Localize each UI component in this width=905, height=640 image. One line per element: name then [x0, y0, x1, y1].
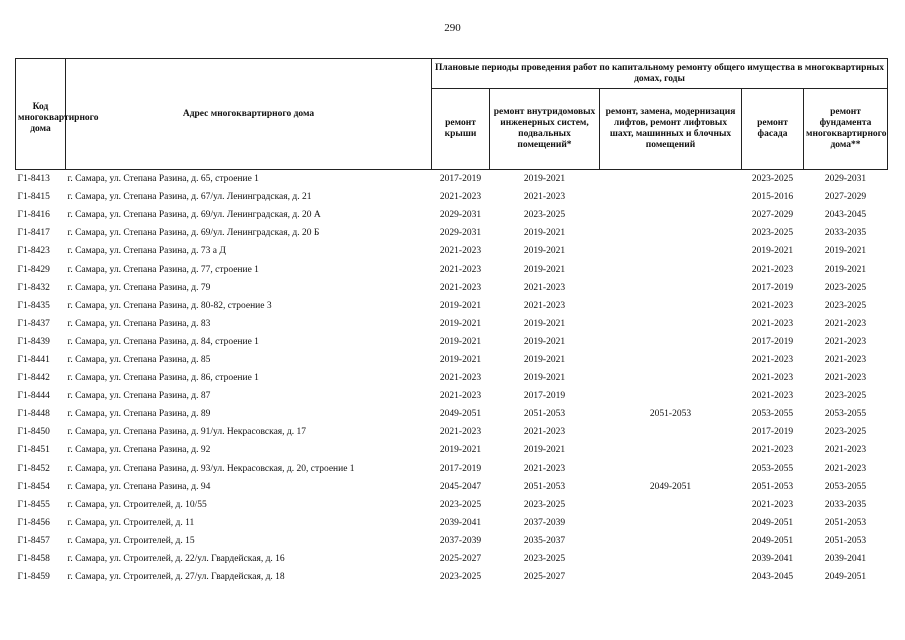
cell-roof-period: 2021-2023 [439, 192, 482, 203]
cell-roof-period: 2017-2019 [439, 174, 482, 185]
cell-facade-period: 2043-2045 [751, 572, 794, 583]
cell-address: г. Самара, ул. Степана Разина, д. 67/ул. Ленинградская, д. 21 [67, 192, 312, 203]
cell-engineering-period: 2021-2023 [523, 463, 566, 474]
cell-roof-period: 2019-2021 [439, 336, 482, 347]
cell-engineering-period: 2019-2021 [523, 174, 566, 185]
cell-facade-period: 2017-2019 [751, 282, 794, 293]
table-row [16, 297, 888, 315]
cell-foundation-period: 2023-2025 [824, 282, 867, 293]
table-row [16, 351, 888, 369]
cell-elevators-period [600, 369, 742, 387]
table-row [16, 423, 888, 441]
cell-engineering-period: 2021-2023 [523, 282, 566, 293]
cell-address: г. Самара, ул. Строителей, д. 10/55 [67, 499, 207, 510]
cell-code: Г1-8417 [17, 228, 50, 239]
cell-facade-period: 2039-2041 [751, 554, 794, 565]
cell-roof-period: 2021-2023 [439, 246, 482, 257]
cell-elevators-period [600, 460, 742, 478]
header-address: Адрес многоквартирного дома [66, 59, 432, 170]
cell-foundation-period: 2021-2023 [824, 336, 867, 347]
cell-address: г. Самара, ул. Степана Разина, д. 69/ул. Ленинградская, д. 20 Б [67, 228, 320, 239]
cell-facade-period: 2019-2021 [751, 246, 794, 257]
repair-schedule-table [15, 58, 888, 586]
header-roof: ремонт крыши [432, 89, 490, 170]
cell-engineering-period: 2021-2023 [523, 427, 566, 438]
cell-engineering-period: 2025-2027 [523, 572, 566, 583]
cell-address: г. Самара, ул. Степана Разина, д. 85 [67, 354, 211, 365]
cell-facade-period: 2023-2025 [751, 174, 794, 185]
cell-engineering-period: 2051-2053 [523, 409, 566, 420]
cell-engineering-period: 2023-2025 [523, 210, 566, 221]
cell-foundation-period: 2053-2055 [824, 481, 867, 492]
cell-foundation-period: 2049-2051 [824, 572, 867, 583]
cell-engineering-period: 2037-2039 [523, 517, 566, 528]
table-row [16, 188, 888, 206]
cell-foundation-period: 2051-2053 [824, 535, 867, 546]
cell-engineering-period: 2019-2021 [523, 318, 566, 329]
cell-facade-period: 2017-2019 [751, 336, 794, 347]
cell-roof-period: 2037-2039 [439, 535, 482, 546]
cell-roof-period: 2017-2019 [439, 463, 482, 474]
cell-engineering-period: 2023-2025 [523, 554, 566, 565]
cell-foundation-period: 2033-2035 [824, 228, 867, 239]
cell-elevators-period: 2051-2053 [649, 409, 692, 420]
cell-facade-period: 2021-2023 [751, 373, 794, 384]
cell-code: Г1-8458 [17, 554, 50, 565]
cell-engineering-period: 2051-2053 [523, 481, 566, 492]
table-row [16, 369, 888, 387]
cell-elevators-period [600, 568, 742, 586]
cell-facade-period: 2021-2023 [751, 445, 794, 456]
cell-elevators-period [600, 441, 742, 459]
cell-roof-period: 2019-2021 [439, 300, 482, 311]
table-row [16, 170, 888, 189]
header-foundation: ремонт фундамента многоквартирного дома** [804, 89, 888, 170]
table-row [16, 405, 888, 423]
cell-address: г. Самара, ул. Степана Разина, д. 92 [67, 445, 211, 456]
cell-engineering-period: 2017-2019 [523, 391, 566, 402]
cell-engineering-period: 2019-2021 [523, 445, 566, 456]
table-row [16, 532, 888, 550]
cell-facade-period: 2027-2029 [751, 210, 794, 221]
cell-address: г. Самара, ул. Степана Разина, д. 77, строение 1 [67, 264, 259, 275]
cell-address: г. Самара, ул. Строителей, д. 15 [67, 535, 195, 546]
cell-code: Г1-8435 [17, 300, 50, 311]
cell-address: г. Самара, ул. Степана Разина, д. 93/ул. Некрасовская, д. 20, строение 1 [67, 463, 355, 474]
cell-roof-period: 2021-2023 [439, 391, 482, 402]
cell-foundation-period: 2043-2045 [824, 210, 867, 221]
cell-engineering-period: 2019-2021 [523, 373, 566, 384]
cell-code: Г1-8429 [17, 264, 50, 275]
cell-foundation-period: 2051-2053 [824, 517, 867, 528]
cell-code: Г1-8437 [17, 318, 50, 329]
table-row [16, 496, 888, 514]
cell-elevators-period [600, 532, 742, 550]
cell-roof-period: 2021-2023 [439, 373, 482, 384]
cell-foundation-period: 2023-2025 [824, 391, 867, 402]
cell-code: Г1-8444 [17, 391, 50, 402]
cell-roof-period: 2019-2021 [439, 445, 482, 456]
cell-roof-period: 2021-2023 [439, 427, 482, 438]
cell-roof-period: 2025-2027 [439, 554, 482, 565]
table-row [16, 387, 888, 405]
cell-address: г. Самара, ул. Степана Разина, д. 80-82, строение 3 [67, 300, 272, 311]
cell-address: г. Самара, ул. Степана Разина, д. 84, строение 1 [67, 336, 259, 347]
cell-code: Г1-8452 [17, 463, 50, 474]
page-number: 290 [444, 22, 461, 34]
cell-engineering-period: 2019-2021 [523, 264, 566, 275]
cell-elevators-period [600, 297, 742, 315]
cell-foundation-period: 2023-2025 [824, 300, 867, 311]
cell-address: г. Самара, ул. Степана Разина, д. 73 а Д [67, 246, 226, 257]
cell-facade-period: 2023-2025 [751, 228, 794, 239]
cell-code: Г1-8457 [17, 535, 50, 546]
cell-code: Г1-8454 [17, 481, 50, 492]
cell-facade-period: 2053-2055 [751, 463, 794, 474]
cell-roof-period: 2021-2023 [439, 264, 482, 275]
cell-facade-period: 2049-2051 [751, 535, 794, 546]
cell-facade-period: 2015-2016 [751, 192, 794, 203]
cell-engineering-period: 2019-2021 [523, 354, 566, 365]
cell-elevators-period [600, 550, 742, 568]
cell-foundation-period: 2019-2021 [824, 246, 867, 257]
cell-facade-period: 2051-2053 [751, 481, 794, 492]
cell-roof-period: 2039-2041 [439, 517, 482, 528]
cell-engineering-period: 2019-2021 [523, 228, 566, 239]
cell-address: г. Самара, ул. Степана Разина, д. 69/ул. Ленинградская, д. 20 А [67, 210, 321, 221]
cell-elevators-period: 2049-2051 [649, 481, 692, 492]
cell-roof-period: 2021-2023 [439, 282, 482, 293]
table-row [16, 460, 888, 478]
cell-elevators-period [600, 188, 742, 206]
cell-code: Г1-8459 [17, 572, 50, 583]
cell-engineering-period: 2021-2023 [523, 300, 566, 311]
cell-roof-period: 2023-2025 [439, 572, 482, 583]
cell-elevators-period [600, 170, 742, 189]
cell-foundation-period: 2021-2023 [824, 373, 867, 384]
header-facade: ремонт фасада [742, 89, 804, 170]
cell-code: Г1-8451 [17, 445, 50, 456]
cell-code: Г1-8413 [17, 174, 50, 185]
cell-roof-period: 2049-2051 [439, 409, 482, 420]
cell-elevators-period [600, 224, 742, 242]
cell-foundation-period: 2021-2023 [824, 445, 867, 456]
cell-foundation-period: 2039-2041 [824, 554, 867, 565]
cell-address: г. Самара, ул. Степана Разина, д. 94 [67, 481, 211, 492]
cell-foundation-period: 2029-2031 [824, 174, 867, 185]
header-elevators: ремонт, замена, модернизация лифтов, ремонт лифтовых шахт, машинных и блочных помещений [600, 89, 742, 170]
cell-code: Г1-8439 [17, 336, 50, 347]
cell-engineering-period: 2023-2025 [523, 499, 566, 510]
cell-roof-period: 2045-2047 [439, 481, 482, 492]
cell-address: г. Самара, ул. Строителей, д. 27/ул. Гвардейская, д. 18 [67, 572, 285, 583]
table-row [16, 568, 888, 586]
cell-address: г. Самара, ул. Строителей, д. 22/ул. Гвардейская, д. 16 [67, 554, 285, 565]
cell-code: Г1-8456 [17, 517, 50, 528]
cell-roof-period: 2029-2031 [439, 210, 482, 221]
cell-foundation-period: 2021-2023 [824, 318, 867, 329]
table-row [16, 514, 888, 532]
table-row [16, 224, 888, 242]
cell-facade-period: 2021-2023 [751, 264, 794, 275]
cell-foundation-period: 2021-2023 [824, 463, 867, 474]
cell-elevators-period [600, 351, 742, 369]
table-row [16, 206, 888, 224]
cell-elevators-period [600, 333, 742, 351]
cell-foundation-period: 2053-2055 [824, 409, 867, 420]
cell-facade-period: 2021-2023 [751, 300, 794, 311]
cell-address: г. Самара, ул. Степана Разина, д. 87 [67, 391, 211, 402]
cell-facade-period: 2049-2051 [751, 517, 794, 528]
cell-code: Г1-8450 [17, 427, 50, 438]
cell-code: Г1-8423 [17, 246, 50, 257]
cell-code: Г1-8416 [17, 210, 50, 221]
cell-elevators-period [600, 279, 742, 297]
cell-address: г. Самара, ул. Степана Разина, д. 65, строение 1 [67, 174, 259, 185]
cell-roof-period: 2023-2025 [439, 499, 482, 510]
cell-facade-period: 2021-2023 [751, 499, 794, 510]
cell-code: Г1-8432 [17, 282, 50, 293]
cell-facade-period: 2017-2019 [751, 427, 794, 438]
cell-code: Г1-8455 [17, 499, 50, 510]
cell-foundation-period: 2023-2025 [824, 427, 867, 438]
cell-code: Г1-8415 [17, 192, 50, 203]
cell-elevators-period [600, 260, 742, 278]
cell-facade-period: 2053-2055 [751, 409, 794, 420]
cell-code: Г1-8441 [17, 354, 50, 365]
cell-address: г. Самара, ул. Степана Разина, д. 79 [67, 282, 211, 293]
cell-address: г. Самара, ул. Строителей, д. 11 [67, 517, 195, 528]
table-row [16, 441, 888, 459]
cell-roof-period: 2019-2021 [439, 318, 482, 329]
table-row [16, 333, 888, 351]
cell-engineering-period: 2019-2021 [523, 336, 566, 347]
cell-address: г. Самара, ул. Степана Разина, д. 86, строение 1 [67, 373, 259, 384]
table-row [16, 260, 888, 278]
cell-address: г. Самара, ул. Степана Разина, д. 91/ул. Некрасовская, д. 17 [67, 427, 306, 438]
table-row [16, 478, 888, 496]
cell-elevators-period [600, 242, 742, 260]
cell-elevators-period [600, 315, 742, 333]
cell-foundation-period: 2033-2035 [824, 499, 867, 510]
cell-elevators-period [600, 496, 742, 514]
cell-engineering-period: 2019-2021 [523, 246, 566, 257]
table-row [16, 279, 888, 297]
cell-elevators-period [600, 423, 742, 441]
table-body [16, 170, 888, 587]
table-row [16, 242, 888, 260]
cell-code: Г1-8448 [17, 409, 50, 420]
cell-engineering-period: 2035-2037 [523, 535, 566, 546]
cell-foundation-period: 2021-2023 [824, 354, 867, 365]
cell-address: г. Самара, ул. Степана Разина, д. 89 [67, 409, 211, 420]
header-periods-group: Плановые периоды проведения работ по капитальному ремонту общего имущества в многоквартирных домах, годы [432, 59, 888, 89]
cell-elevators-period [600, 387, 742, 405]
cell-roof-period: 2019-2021 [439, 354, 482, 365]
table-row [16, 315, 888, 333]
cell-facade-period: 2021-2023 [751, 318, 794, 329]
header-engineering: ремонт внутридомовых инженерных систем, подвальных помещений* [490, 89, 600, 170]
cell-facade-period: 2021-2023 [751, 391, 794, 402]
cell-code: Г1-8442 [17, 373, 50, 384]
cell-roof-period: 2029-2031 [439, 228, 482, 239]
cell-address: г. Самара, ул. Степана Разина, д. 83 [67, 318, 211, 329]
cell-foundation-period: 2019-2021 [824, 264, 867, 275]
table-row [16, 550, 888, 568]
cell-elevators-period [600, 206, 742, 224]
cell-engineering-period: 2021-2023 [523, 192, 566, 203]
cell-facade-period: 2021-2023 [751, 354, 794, 365]
cell-foundation-period: 2027-2029 [824, 192, 867, 203]
header-code: Код многоквартирного дома [16, 59, 66, 170]
cell-elevators-period [600, 514, 742, 532]
